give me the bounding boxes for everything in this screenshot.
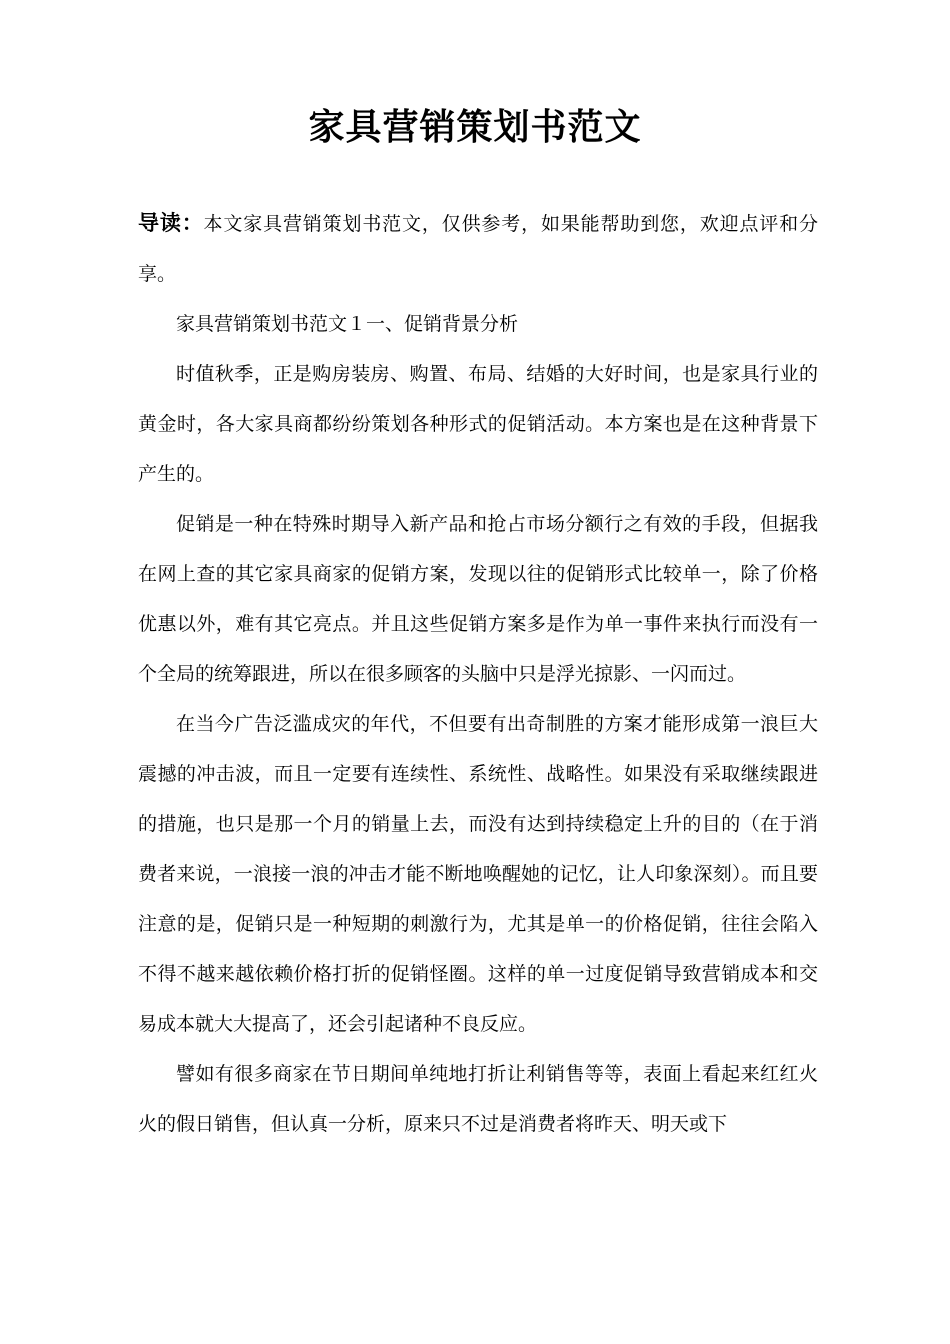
intro-text: 本文家具营销策划书范文，仅供参考，如果能帮助到您，欢迎点评和分享。 [138, 213, 818, 285]
document-body [138, 198, 818, 1149]
body-paragraph: 在当今广告泛滥成灾的年代，不但要有出奇制胜的方案才能形成第一浪巨大震撼的冲击波，而且一定要有连续性、系统性、战略性。如果没有采取继续跟进的措施，也只是那一个月的销量上去，而没有达到持续稳定上升的目的（在于消费者来说，一浪接一浪的冲击才能不断地唤醒她的记忆，让人印象深刻）。而且要注意的是，促销只是一种短期的刺激行为，尤其是单一的价格促销，往往会陷入不得不越来越依赖价格打折的促销怪圈。这样的单一过度促销导致营销成本和交易成本就大大提高了，还会引起诸种不良反应。 [138, 713, 818, 1035]
body-paragraph: 时值秋季，正是购房装房、购置、布局、结婚的大好时间，也是家具行业的黄金时，各大家具商都纷纷策划各种形式的促销活动。本方案也是在这种背景下产生的。 [138, 363, 818, 485]
document-title: 家具营销策划书范文 [308, 107, 642, 148]
intro-label: 导读： [138, 211, 204, 235]
intro-paragraph [138, 198, 818, 299]
section-heading: 家具营销策划书范文１一、促销背景分析 [176, 313, 519, 335]
body-paragraph: 譬如有很多商家在节日期间单纯地打折让利销售等等，表面上看起来红红火火的假日销售，但认真一分析，原来只不过是消费者将昨天、明天或下 [138, 1063, 818, 1135]
body-paragraph: 促销是一种在特殊时期导入新产品和抢占市场分额行之有效的手段，但据我在网上查的其它家具商家的促销方案，发现以往的促销形式比较单一，除了价格优惠以外，难有其它亮点。并且这些促销方案多是作为单一事件来执行而没有一个全局的统筹跟进，所以在很多顾客的头脑中只是浮光掠影、一闪而过。 [138, 513, 818, 685]
